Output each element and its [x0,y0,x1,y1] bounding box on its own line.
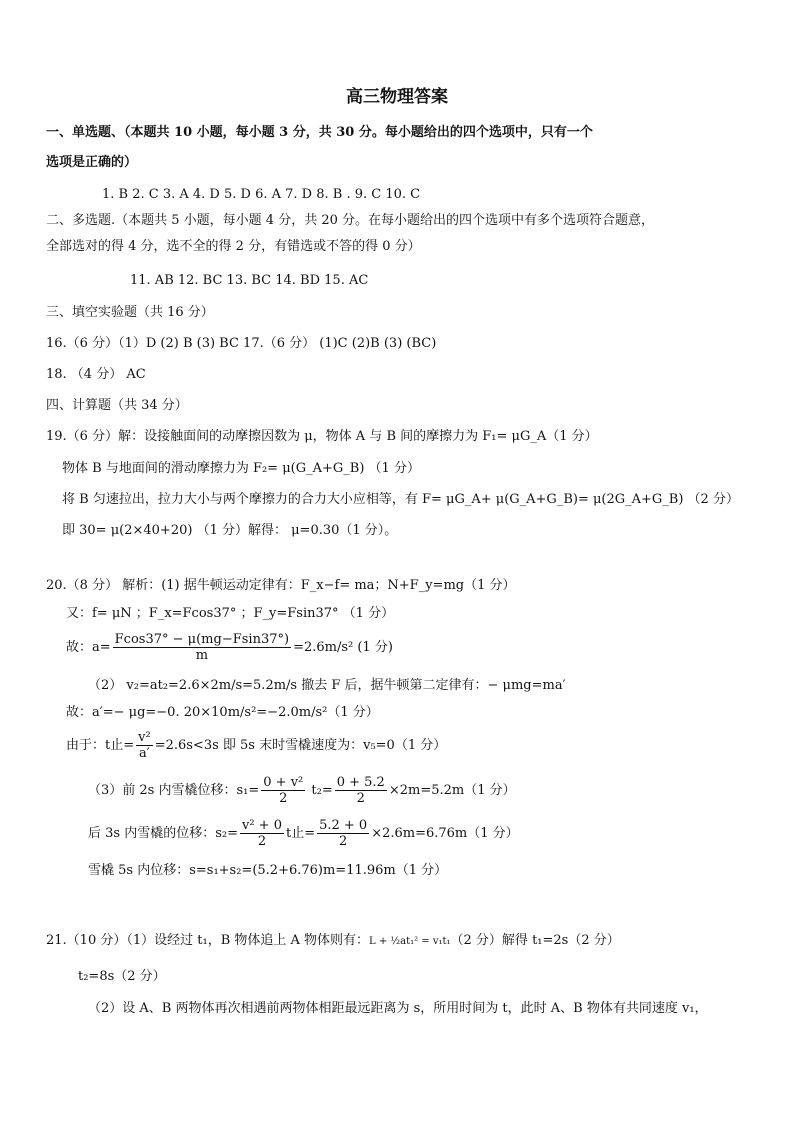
q20-s2-label: 后 3s 内雪橇的位移：s₂= [88,826,238,841]
section2-answers: 11. AB 12. BC 13. BC 14. BD 15. AC [130,273,369,288]
fraction-denominator: a′ [139,746,150,761]
q20-acc-fraction [113,632,291,663]
fraction-numerator: 0 + v² [263,775,304,790]
fraction-numerator: 0 + 5.2 [336,775,385,790]
q19-line-1: 19.（6 分）解：设接触面间的动摩擦因数为 μ，物体 A 与 B 间的摩擦力为 F₁= μG_A（1 分） [46,429,598,444]
section1-header: 一、单选题、（本题共 10 小题，每小题 3 分，共 30 分。每小题给出的四个选项中，只有一个 [46,125,593,140]
q20-s2-result: ×2.6m=6.76m（1 分） [371,826,519,841]
fraction-numerator: v² + 0 [241,818,282,833]
q20-line-8 [88,818,519,849]
q20-line-5: 故：a′=− μg=−0. 20×10m/s²=−2.0m/s²（1 分） [66,705,379,720]
q21-result: （2 分）解得 t₁=2s（2 分） [450,933,620,948]
section1-answers: 1. B 2. C 3. A 4. D 5. D 6. A 7. D 8. B . 9. C 10. C [102,187,421,202]
q19-line-2: 物体 B 与地面间的滑动摩擦力为 F₂= μ(G_A+G_B) （1 分） [62,461,420,476]
q21-intro: 21.（10 分）（1）设经过 t₁，B 物体追上 A 物体则有： [46,933,370,948]
fraction-denominator: 2 [339,834,348,849]
q20-acc-result: =2.6m/s² (1 分) [293,640,393,655]
q20-stop-label: 由于：t止= [66,738,135,753]
q20-tstop-fraction [317,818,369,849]
fraction-denominator: 2 [279,791,288,806]
q19-line-3: 将 B 匀速拉出，拉力大小与两个摩擦力的合力大小应相等，有 F= μG_A+ μ(G_A+G_B)= μ(2G_A+G_B) （2 分） [62,492,739,507]
q21-equation: L + ½at₁² = v₁t₁ [369,936,451,947]
q20-stop-result: =2.6s<3s 即 5s 末时雪橇速度为：v₅=0（1 分） [154,738,447,753]
q20-line-6 [66,730,446,761]
q20-t2-label: t₂= [311,783,333,798]
q20-line-2: 又：f= μN ；F_x=Fcos37° ；F_y=Fsin37° （1 分） [66,606,395,621]
fraction-numerator: 5.2 + 0 [319,818,368,833]
q20-line-4: （2） v₂=at₂=2.6×2m/s=5.2m/s 撤去 F 后，据牛顿第二定律有：− μmg=ma′ [88,678,566,693]
q20-s1-result: ×2m=5.2m（1 分） [388,783,516,798]
section2-header: 二、多选题.（本题共 5 小题，每小题 4 分，共 20 分。在每小题给出的四个选项中有多个选项符合题意， [46,213,655,228]
q20-line-1: 20.（8 分） 解析：(1) 据牛顿运动定律有：F_x−f= ma；N+F_y=mg（1 分） [46,578,516,593]
q20-stop-fraction [136,730,153,761]
answer-18: 18. （4 分） AC [46,367,146,382]
fraction-numerator: v² [138,730,151,745]
q20-tstop-label: t止= [285,826,316,841]
fraction-numerator: Fcos37° − μ(mg−Fsin37°) [114,632,290,647]
q20-line-3 [66,632,393,663]
q20-line-9: 雪橇 5s 内位移：s=s₁+s₂=(5.2+6.76)m=11.96m（1 分） [88,863,448,878]
q19-line-4: 即 30= μ(2×40+20) （1 分）解得： μ=0.30（1 分）。 [62,523,398,538]
q20-acc-label: 故：a= [66,640,111,655]
page-title: 高三物理答案 [346,87,448,107]
section2-header-cont: 全部选对的得 4 分，选不全的得 2 分，有错选或不答的得 0 分） [46,239,421,254]
fraction-denominator: m [195,648,209,663]
fraction-denominator: 2 [356,791,365,806]
section4-header: 四、计算题（共 34 分） [46,398,188,413]
q20-line-7 [88,775,516,806]
q20-s1-fraction [261,775,305,806]
q21-line-2: t₂=8s（2 分） [78,969,166,984]
answer-16-17: 16.（6 分）（1）D (2) B (3) BC 17.（6 分） (1)C (2)B (3) (BC) [46,336,437,351]
fraction-denominator: 2 [257,834,267,849]
section1-header-cont: 选项是正确的） [46,155,138,170]
section3-header: 三、填空实验题（共 16 分） [46,305,214,320]
q21-line-3: （2）设 A、B 两物体再次相遇前两物体相距最远距离为 s，所用时间为 t，此时 A、B 物体有共同速度 v₁， [88,1001,708,1016]
q20-s2-fraction [240,818,284,849]
q20-s1-label: （3）前 2s 内雪橇位移：s₁= [88,783,260,798]
q21-line-1 [46,932,620,951]
q20-t2-fraction [335,775,387,806]
